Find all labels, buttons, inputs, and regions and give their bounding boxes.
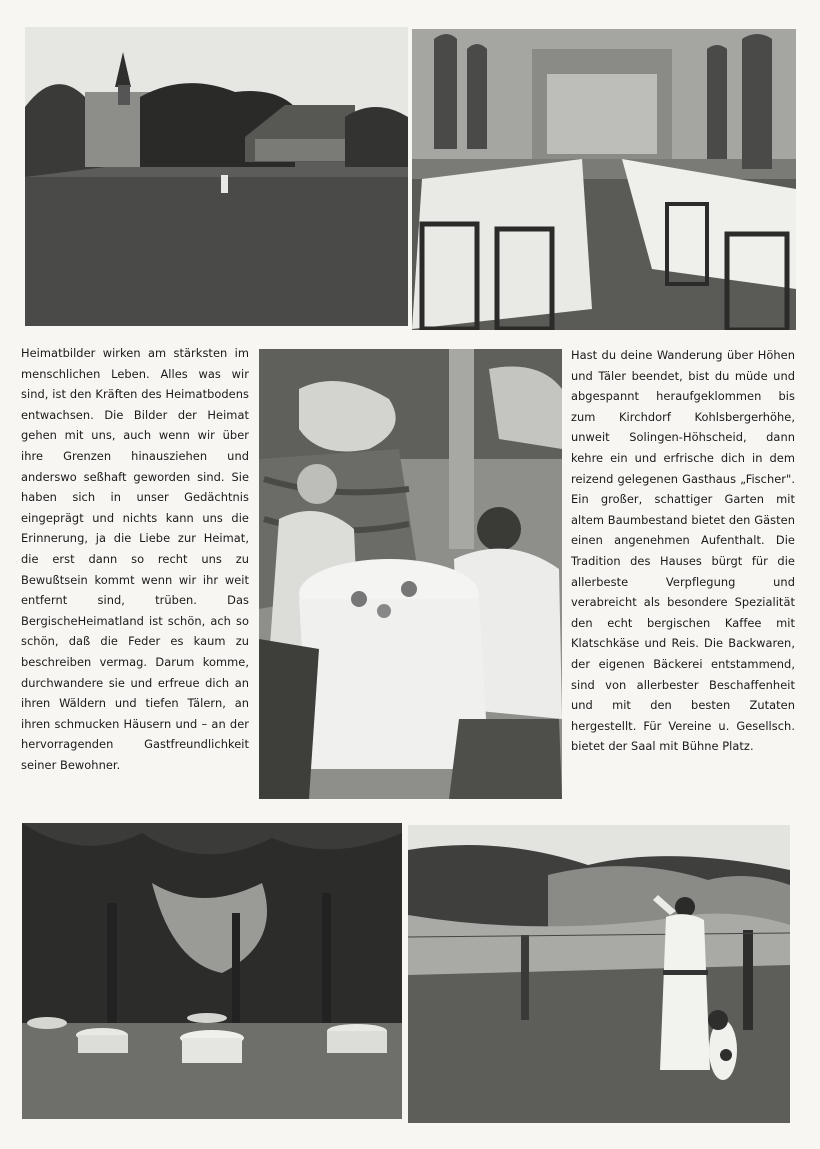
garden-table-photo: [259, 349, 562, 799]
gasthaus-paragraph: Hast du deine Wanderung über Höhen und Täler beendet, bist du müde und abgespannt heraufgeklommen bis zum Kirchdorf Kohlsbergerhöhe, unweit Solingen-Höhscheid, dann kehre ein und erfrische dich in dem reizend gelegenen Gasthaus „Fischer". Ein großer, schattiger Garten mit altem Baumbestand bietet den Gästen einen angenehmen Aufenthalt. Die Tradition des Hauses bürgt für die allerbeste Verpflegung und verabreicht als besondere Spezialität den echt bergischen Kaffee mit Klatschkäse und Reis. Die Backwaren, der eigenen Bäckerei entstammend, sind von allerbester Beschaffenheit und mit den besten Zutaten hergestellt. Für Vereine u. Gesellsch. bietet der Saal mit Bühne Platz.: [571, 348, 795, 754]
hill-view-photo: [408, 825, 790, 1123]
garden-trees-photo: [22, 823, 402, 1119]
text-column-left: [21, 343, 249, 775]
village-meadow-photo: [25, 27, 408, 326]
text-column-right: [571, 345, 795, 757]
dining-hall-photo: [412, 29, 796, 330]
intro-paragraph: Heimatbilder wirken am stärksten im menschlichen Leben. Alles was wir sind, ist den Kräften des Heimatbodens entwachsen. Die Bilder der Heimat gehen mit uns, auch wenn wir über ihre Grenzen hinausziehen und anderswo seßhaft geworden sind. Sie haben sich in unser Gedächtnis eingeprägt und nichts kann uns die Erinnerung, ja die Liebe zur Heimat, die erst dann so recht uns zu Bewußtsein kommt wenn wir ihr weit entfernt sind, trüben. Das BergischeHeimatland ist schön, ach so schön, daß die Feder es kaum zu beschreiben vermag. Darum komme, durchwandere sie und erfreue dich an ihren Wäldern und tiefen Tälern, an ihren schmucken Häusern und – an der hervorragenden Gastfreundlichkeit seiner Bewohner.: [21, 346, 249, 772]
